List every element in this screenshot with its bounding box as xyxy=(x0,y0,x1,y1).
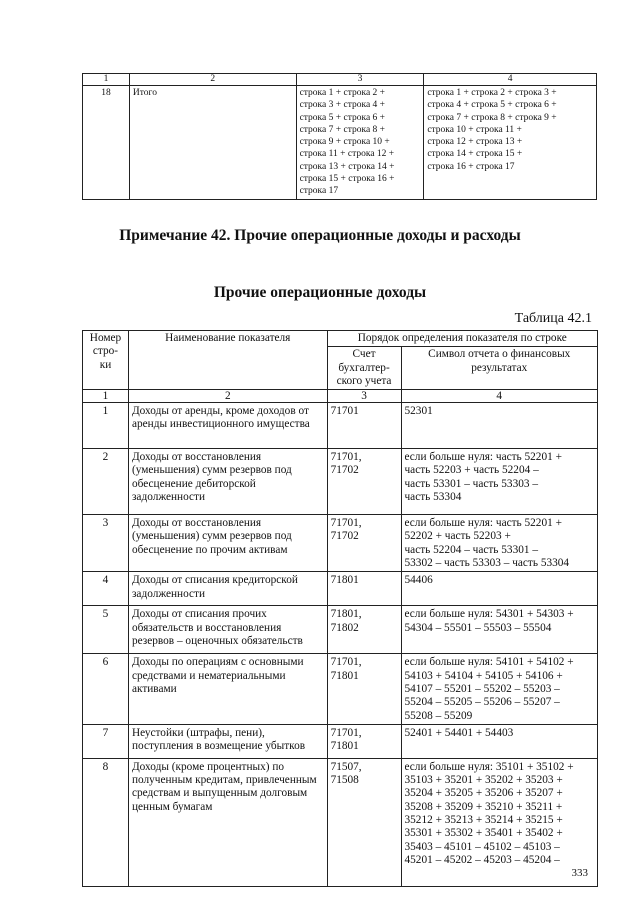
text-line: строка 1 + строка 2 + строка 3 + xyxy=(427,88,557,98)
text-line: задолженности xyxy=(131,587,206,600)
account-number xyxy=(327,403,401,449)
text-line: строка 12 + строка 13 + xyxy=(427,137,523,148)
indicator-name xyxy=(128,606,327,654)
page-number: 333 xyxy=(571,867,588,879)
row-number: 8 xyxy=(83,758,129,886)
row-number: 7 xyxy=(83,724,129,758)
text-line: 35403 – 45101 – 45102 – 45103 – xyxy=(404,840,560,853)
text-line: часть 53304 xyxy=(404,491,462,504)
indicator-name xyxy=(128,572,327,606)
report-symbol xyxy=(401,606,598,654)
text-line: 71801 xyxy=(330,574,359,587)
text-line: Счет xyxy=(352,348,376,361)
text-line: 71801 xyxy=(330,669,359,682)
report-symbol xyxy=(401,572,598,606)
table-row xyxy=(83,403,598,449)
text-line: 71701, xyxy=(330,656,362,669)
report-symbol xyxy=(401,758,598,886)
text-line: если больше нуля: 35101 + 35102 + xyxy=(404,760,574,773)
report-symbol xyxy=(401,449,598,515)
text-line: 35212 + 35213 + 35214 + 35215 + xyxy=(404,814,563,827)
row-formula-col4 xyxy=(424,86,597,200)
text-line: 54103 + 54104 + 54105 + 54106 + xyxy=(404,669,563,682)
account-number xyxy=(327,654,401,724)
text-line: строка 7 + строка 8 + xyxy=(299,124,386,135)
text-line: 71701, xyxy=(330,517,362,530)
header-row xyxy=(83,331,598,347)
header-account xyxy=(327,347,401,390)
indicator-name xyxy=(128,724,327,758)
text-line: если больше нуля: часть 52201 + xyxy=(404,451,562,464)
text-line: 54107 – 55201 – 55202 – 55203 – xyxy=(404,682,560,695)
text-line: 52401 + 54401 + 54403 xyxy=(404,726,514,739)
text-line: 55208 – 55209 xyxy=(404,709,473,722)
text-line: строка 16 + строка 17 xyxy=(427,161,515,172)
indicator-name xyxy=(128,758,327,886)
text-line: часть 53301 – часть 53303 – xyxy=(404,477,538,490)
text-line: строка 3 + строка 4 + xyxy=(299,100,386,111)
summary-table-continuation xyxy=(82,73,597,200)
account-number xyxy=(327,606,401,654)
indicator-name xyxy=(128,654,327,724)
text-line: строка 5 + строка 6 + xyxy=(299,112,386,123)
col-number-cell: 4 xyxy=(401,390,598,403)
text-line: 71702 xyxy=(330,530,359,543)
text-line: 71702 xyxy=(330,464,359,477)
col-number-cell: 2 xyxy=(129,74,296,86)
text-line: строка 10 + строка 11 + xyxy=(427,124,522,135)
text-line: ского учета xyxy=(336,374,392,387)
report-symbol xyxy=(401,654,598,724)
text-line: Номер xyxy=(89,332,122,344)
text-line: строка 1 + строка 2 + xyxy=(299,88,386,98)
text-line: 35103 + 35201 + 35202 + 35203 + xyxy=(404,774,563,787)
other-operating-income-table xyxy=(82,330,598,887)
row-number: 5 xyxy=(83,606,129,654)
text-line: обязательств и восстановления xyxy=(131,621,282,634)
text-line: строка 7 + строка 8 + строка 9 + xyxy=(427,112,557,123)
text-line: 54304 – 55501 – 55503 – 55504 xyxy=(404,621,552,634)
table-row xyxy=(83,758,598,886)
col-number-cell: 4 xyxy=(424,74,597,86)
row-number: 4 xyxy=(83,572,129,606)
text-line: если больше нуля: часть 52201 + xyxy=(404,517,562,530)
account-number xyxy=(327,572,401,606)
row-number: 2 xyxy=(83,449,129,515)
table-row xyxy=(83,724,598,758)
text-line: Доходы от восстановления xyxy=(131,451,262,464)
header-row-number xyxy=(83,331,129,390)
header-indicator-name: Наименование показателя xyxy=(128,331,327,390)
col-number-cell: 3 xyxy=(327,390,401,403)
column-number-row xyxy=(83,390,598,403)
section-heading: Прочие операционные доходы xyxy=(213,284,427,301)
text-line: 71508 xyxy=(330,774,359,787)
indicator-name xyxy=(128,403,327,449)
text-line: средствами и нематериальными xyxy=(131,669,286,682)
report-symbol xyxy=(401,724,598,758)
text-line: резервов – оценочных обязательств xyxy=(131,634,303,647)
text-line: ки xyxy=(99,358,112,371)
table-caption: Таблица 42.1 xyxy=(514,311,592,326)
text-line: строка 4 + строка 5 + строка 6 + xyxy=(427,100,557,111)
text-line: Символ отчета о финансовых xyxy=(428,348,571,361)
column-number-row xyxy=(83,74,597,86)
text-line: (уменьшения) сумм резервов под xyxy=(131,464,292,477)
text-line: результатах xyxy=(471,361,528,374)
text-line: ценным бумагам xyxy=(131,800,213,813)
text-line: Доходы от восстановления xyxy=(131,517,262,530)
note-heading: Примечание 42. Прочие операционные доходы и расходы xyxy=(119,227,521,244)
text-line: 35301 + 35302 + 35401 + 35402 + xyxy=(404,827,563,840)
col-number-cell: 2 xyxy=(128,390,327,403)
text-line: Доходы по операциям с основными xyxy=(131,656,304,669)
col-number-cell: 1 xyxy=(83,390,129,403)
row-formula-col3 xyxy=(296,86,424,200)
text-line: 71801 xyxy=(330,740,359,753)
text-line: 35208 + 35209 + 35210 + 35211 + xyxy=(404,800,563,813)
row-number: 18 xyxy=(83,86,130,200)
text-line: Доходы от списания прочих xyxy=(131,608,267,621)
text-line: обесценение по прочим активам xyxy=(131,543,288,556)
text-line: 52301 xyxy=(404,405,433,418)
row-number: 1 xyxy=(83,403,129,449)
col-number-cell: 3 xyxy=(296,74,424,86)
text-line: Доходы (кроме процентных) по xyxy=(131,760,285,773)
text-line: Доходы от аренды, кроме доходов от xyxy=(131,405,309,418)
col-number-cell: 1 xyxy=(83,74,130,86)
header-symbol xyxy=(401,347,598,390)
text-line: Доходы от списания кредиторской xyxy=(131,574,298,587)
text-line: строка 15 + строка 16 + xyxy=(299,174,395,185)
text-line: 71507, xyxy=(330,760,362,773)
text-line: строка 13 + строка 14 + xyxy=(299,161,395,172)
text-line: (уменьшения) сумм резервов под xyxy=(131,530,292,543)
table-row xyxy=(83,654,598,724)
table-body xyxy=(83,403,598,887)
text-line: часть 52203 + часть 52204 – xyxy=(404,464,539,477)
table-row xyxy=(83,515,598,572)
text-line: средствам и выпущенным долговым xyxy=(131,787,308,800)
text-line: 45201 – 45202 – 45203 – 45204 – xyxy=(404,853,560,866)
table-row xyxy=(83,572,598,606)
text-line: 55204 – 55205 – 55206 – 55207 – xyxy=(404,696,560,709)
account-number xyxy=(327,515,401,572)
text-line: 35204 + 35205 + 35206 + 35207 + xyxy=(404,787,563,800)
text-line: 71701, xyxy=(330,451,362,464)
text-line: 54406 xyxy=(404,574,433,587)
text-line: стро- xyxy=(92,345,119,358)
account-number xyxy=(327,449,401,515)
text-line: задолженности xyxy=(131,491,206,504)
text-line: 71701, xyxy=(330,726,362,739)
text-line: строка 11 + строка 12 + xyxy=(299,149,395,160)
indicator-name xyxy=(128,515,327,572)
account-number xyxy=(327,758,401,886)
report-symbol xyxy=(401,515,598,572)
total-row xyxy=(83,86,597,200)
text-line: аренды инвестиционного имущества xyxy=(131,418,310,431)
text-line: Неустойки (штрафы, пени), xyxy=(131,726,265,739)
table-row xyxy=(83,449,598,515)
text-line: 71801, xyxy=(330,608,362,621)
text-line: часть 52204 – часть 53301 – xyxy=(404,543,538,556)
indicator-name xyxy=(128,449,327,515)
header-order: Порядок определения показателя по строке xyxy=(327,331,597,347)
account-number xyxy=(327,724,401,758)
text-line: строка 14 + строка 15 + xyxy=(427,149,523,160)
row-name: Итого xyxy=(129,86,296,200)
text-line: 71701 xyxy=(330,405,359,418)
text-line: полученным кредитам, привлеченным xyxy=(131,774,317,787)
table-row xyxy=(83,606,598,654)
report-symbol xyxy=(401,403,598,449)
row-number: 6 xyxy=(83,654,129,724)
row-number: 3 xyxy=(83,515,129,572)
text-line: 52202 + часть 52203 + xyxy=(404,530,511,543)
text-line: строка 17 xyxy=(299,186,339,197)
text-line: если больше нуля: 54301 + 54303 + xyxy=(404,608,574,621)
text-line: если больше нуля: 54101 + 54102 + xyxy=(404,656,574,669)
text-line: обесценение дебиторской xyxy=(131,477,256,490)
text-line: строка 9 + строка 10 + xyxy=(299,137,390,148)
text-line: 71802 xyxy=(330,621,359,634)
text-line: поступления в возмещение убытков xyxy=(131,740,306,753)
text-line: 53302 – часть 53303 – часть 53304 xyxy=(404,557,570,570)
text-line: активами xyxy=(131,682,177,695)
text-line: бухгалтер- xyxy=(338,361,390,374)
